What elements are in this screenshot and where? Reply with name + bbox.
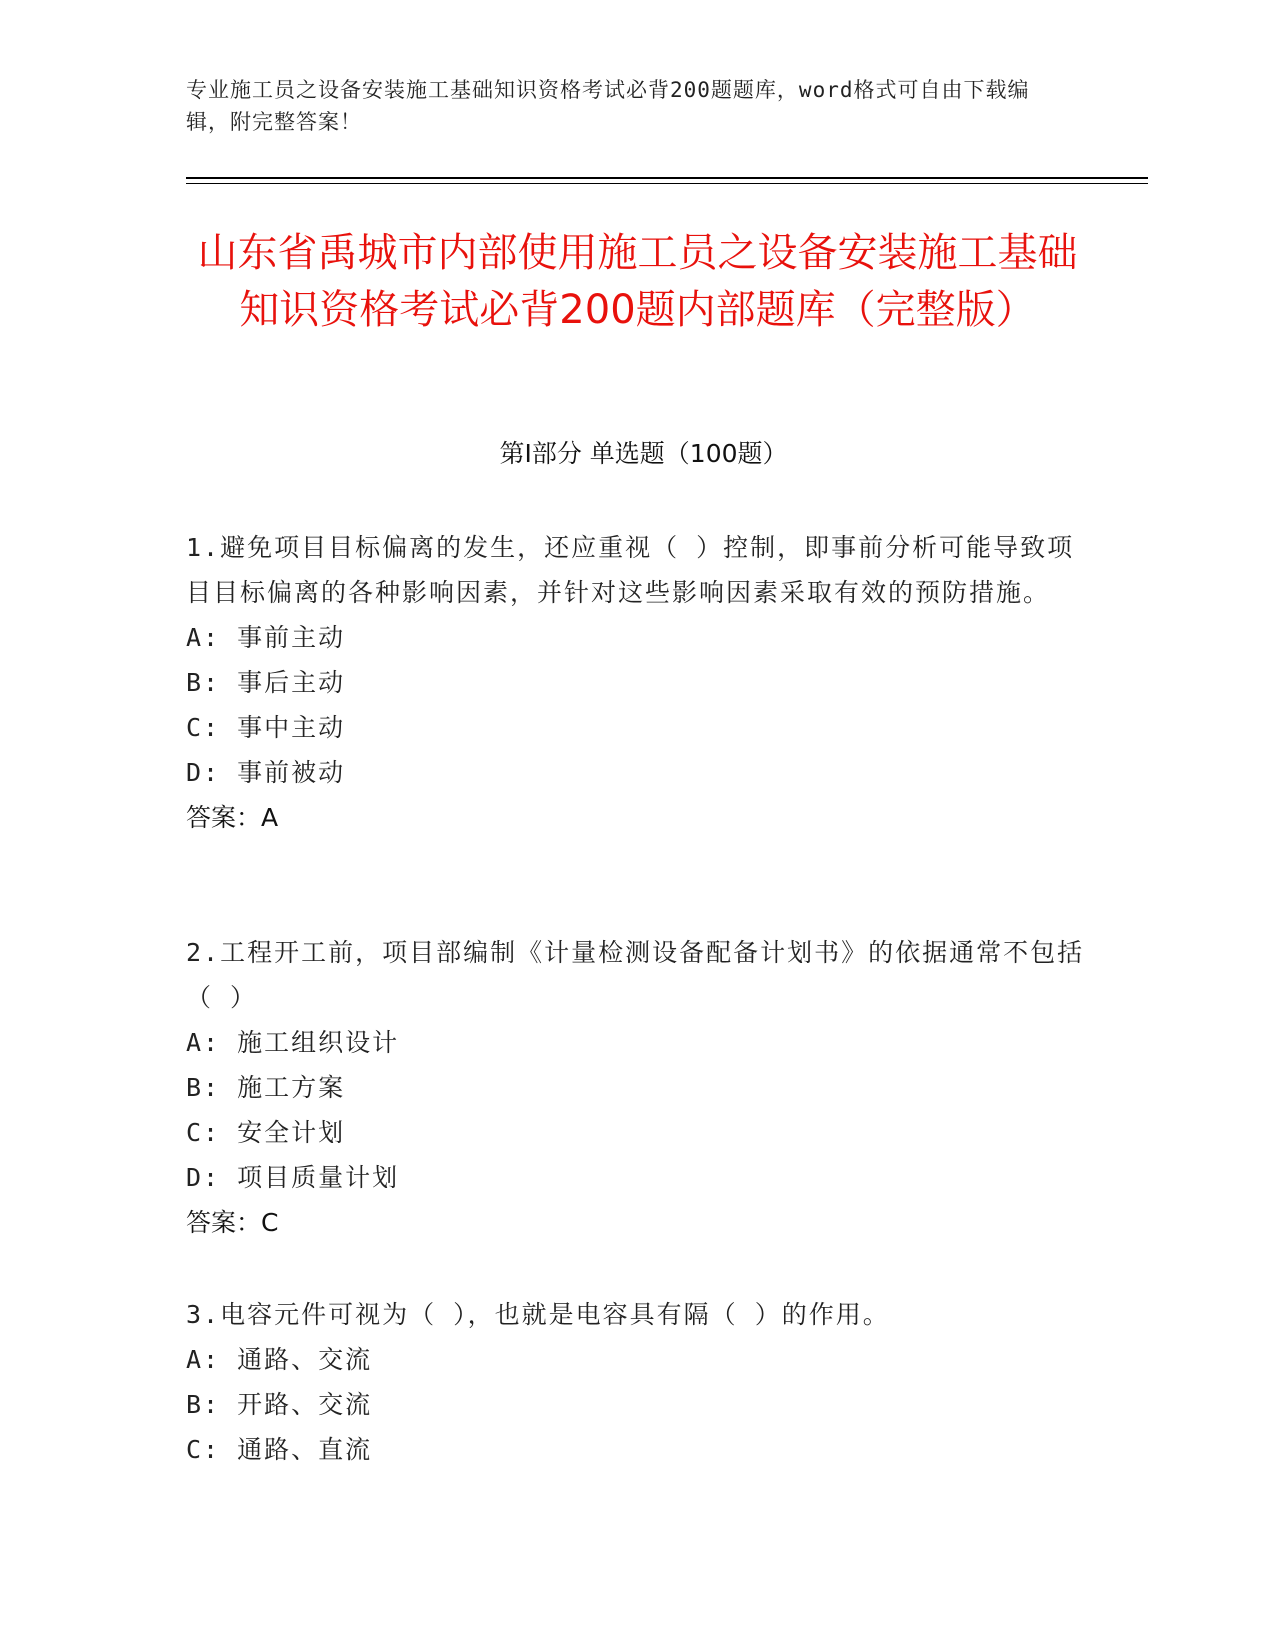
option-c: C: 通路、直流 [186, 1435, 373, 1464]
question-block-2 [186, 930, 1086, 1245]
question-text: 3.电容元件可视为（ ），也就是电容具有隔（ ）的作用。 [186, 1300, 890, 1329]
header-divider-thin [186, 183, 1148, 184]
option-a: A: 事前主动 [186, 623, 346, 652]
section-title: 第Ⅰ部分 单选题（100题） [499, 439, 788, 468]
answer-text: 答案：C [186, 1208, 279, 1237]
option-a: A: 通路、交流 [186, 1345, 373, 1374]
document-title: 山东省禹城市内部使用施工员之设备安装施工基础知识资格考试必背200题内部题库（完整版） [197, 230, 1078, 333]
option-c: C: 事中主动 [186, 713, 346, 742]
question-text: 1.避免项目目标偏离的发生，还应重视（ ）控制，即事前分析可能导致项目目标偏离的各种影响因素，并针对这些影响因素采取有效的预防措施。 [186, 533, 1075, 607]
question-block-1 [186, 525, 1086, 840]
header-divider-thick [186, 177, 1148, 179]
option-a: A: 施工组织设计 [186, 1028, 400, 1057]
option-c: C: 安全计划 [186, 1118, 346, 1147]
header-note: 专业施工员之设备安装施工基础知识资格考试必背200题题库，word格式可自由下载编辑，附完整答案！ [186, 78, 1030, 134]
option-b: B: 开路、交流 [186, 1390, 373, 1419]
question-block-3 [186, 1292, 1086, 1472]
option-d: D: 事前被动 [186, 758, 346, 787]
question-text: 2.工程开工前，项目部编制《计量检测设备配备计划书》的依据通常不包括（ ） [186, 938, 1085, 1012]
answer-text: 答案：A [186, 803, 279, 832]
option-b: B: 事后主动 [186, 668, 346, 697]
option-b: B: 施工方案 [186, 1073, 346, 1102]
option-d: D: 项目质量计划 [186, 1163, 400, 1192]
